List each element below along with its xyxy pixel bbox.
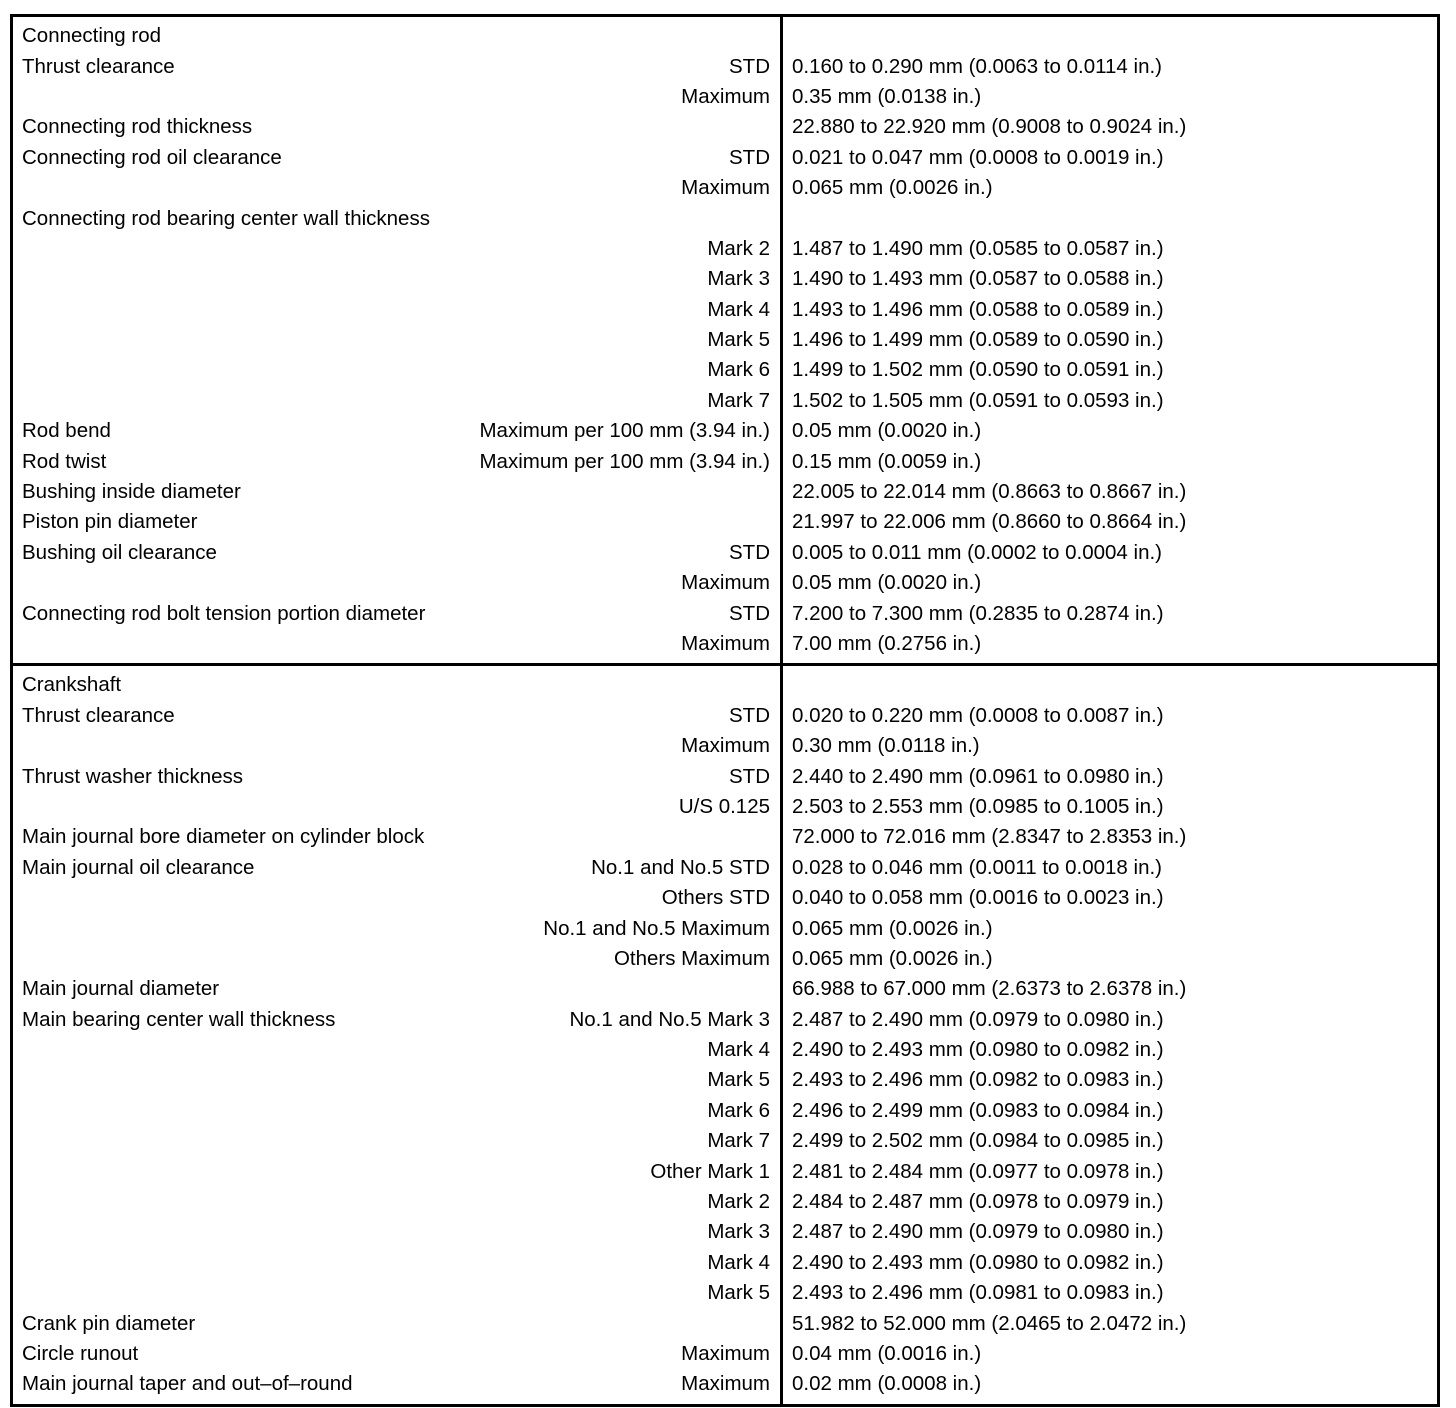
table-row [13, 1156, 1437, 1186]
spec-value: 1.493 to 1.496 mm (0.0588 to 0.0589 in.) [792, 297, 1164, 321]
condition-label: U/S 0.125 [678, 794, 770, 818]
row-label-cell [13, 298, 780, 322]
condition-label: STD [729, 145, 770, 169]
item-label [13, 176, 22, 200]
row-label-cell [13, 673, 780, 697]
item-label [13, 886, 22, 910]
spec-value: 0.065 mm (0.0026 in.) [792, 176, 993, 200]
item-label: Main journal bore diameter on cylinder block [22, 825, 425, 849]
table-row [13, 234, 1437, 264]
row-label-cell [13, 886, 780, 910]
crankshaft-section [13, 663, 1437, 1403]
spec-value: 2.493 to 2.496 mm (0.0982 to 0.0983 in.) [792, 1068, 1164, 1092]
condition-label: Mark 4 [707, 1038, 770, 1062]
item-label [13, 917, 22, 941]
condition-label: Maximum per 100 mm (3.94 in.) [479, 419, 770, 443]
item-label [13, 1190, 22, 1214]
item-label: Bushing inside diameter [22, 480, 241, 504]
condition-label [430, 207, 780, 231]
row-label-cell [13, 85, 780, 109]
row-label-cell [13, 704, 780, 728]
spec-value: 7.00 mm (0.2756 in.) [792, 632, 982, 655]
condition-label: Mark 7 [707, 388, 770, 412]
condition-label: Others Maximum [613, 946, 770, 970]
table-row [13, 21, 1437, 51]
table-row [13, 1248, 1437, 1278]
spec-value: 2.499 to 2.502 mm (0.0984 to 0.0985 in.) [792, 1129, 1164, 1153]
row-label-cell [13, 1342, 780, 1366]
spec-value: 2.496 to 2.499 mm (0.0983 to 0.0984 in.) [792, 1098, 1164, 1122]
table-row [13, 386, 1437, 416]
table-row [13, 173, 1437, 203]
table-row [13, 1217, 1437, 1247]
table-row [13, 416, 1437, 446]
spec-value: 1.496 to 1.499 mm (0.0589 to 0.0590 in.) [792, 328, 1164, 352]
table-row [13, 1096, 1437, 1126]
spec-value: 2.487 to 2.490 mm (0.0979 to 0.0980 in.) [792, 1007, 1164, 1031]
item-label [13, 85, 22, 109]
condition-label: Mark 5 [707, 1068, 770, 1092]
item-label: Circle runout [22, 1341, 139, 1365]
item-label [13, 947, 22, 971]
item-label: Main journal diameter [22, 977, 220, 1001]
table-row [13, 974, 1437, 1004]
connecting-rod-section [13, 17, 1437, 663]
condition-label: No.1 and No.5 STD [591, 855, 770, 879]
row-label-cell [13, 419, 780, 443]
item-label: Rod twist [22, 449, 107, 473]
condition-label: No.1 and No.5 Maximum [543, 916, 770, 940]
condition-label: Maximum [681, 571, 770, 595]
table-row [13, 1065, 1437, 1095]
table-row [13, 1035, 1437, 1065]
condition-label: Maximum per 100 mm (3.94 in.) [479, 449, 770, 473]
condition-label: Mark 3 [707, 267, 770, 291]
table-row [13, 143, 1437, 173]
table-row [13, 913, 1437, 943]
spec-value: 22.005 to 22.014 mm (0.8663 to 0.8667 in.) [792, 480, 1187, 504]
table-row [13, 1339, 1437, 1369]
condition-label: Mark 5 [707, 1281, 770, 1305]
row-label-cell [13, 358, 780, 382]
spec-value: 2.481 to 2.484 mm (0.0977 to 0.0978 in.) [792, 1159, 1164, 1183]
item-label [13, 1129, 22, 1153]
spec-value: 1.490 to 1.493 mm (0.0587 to 0.0588 in.) [792, 267, 1164, 291]
table-row [13, 446, 1437, 476]
table-row [13, 598, 1437, 628]
condition-label: Mark 7 [707, 1129, 770, 1153]
spec-value: 0.160 to 0.290 mm (0.0063 to 0.0114 in.) [792, 54, 1163, 78]
item-label: Connecting rod oil clearance [22, 145, 282, 169]
spec-value: 0.04 mm (0.0016 in.) [792, 1341, 982, 1365]
spec-value: 51.982 to 52.000 mm (2.0465 to 2.0472 in.) [792, 1311, 1187, 1335]
row-label-cell [13, 176, 780, 200]
condition-label [197, 510, 780, 534]
spec-value: 0.020 to 0.220 mm (0.0008 to 0.0087 in.) [792, 703, 1164, 727]
item-label: Rod bend [22, 419, 111, 443]
table-row [13, 264, 1437, 294]
row-label-cell [13, 1251, 780, 1275]
condition-label: STD [729, 54, 770, 78]
row-label-cell [13, 480, 780, 504]
row-label-cell [13, 765, 780, 789]
spec-value: 0.05 mm (0.0020 in.) [792, 419, 982, 443]
table-row [13, 82, 1437, 112]
row-label-cell [13, 389, 780, 413]
condition-label: Maximum [681, 1341, 770, 1365]
spec-value: 72.000 to 72.016 mm (2.8347 to 2.8353 in.) [792, 825, 1187, 849]
row-label-cell [13, 1312, 780, 1336]
table-row [13, 701, 1437, 731]
spec-value: 21.997 to 22.006 mm (0.8660 to 0.8664 in.) [792, 510, 1187, 534]
item-label [13, 1251, 22, 1275]
table-row [13, 761, 1437, 791]
table-row [13, 538, 1437, 568]
table-row [13, 822, 1437, 852]
condition-label [252, 115, 780, 139]
table-row [13, 477, 1437, 507]
item-label [13, 1220, 22, 1244]
row-label-cell [13, 1372, 780, 1396]
item-label: Thrust clearance [22, 54, 175, 78]
spec-value: 2.484 to 2.487 mm (0.0978 to 0.0979 in.) [792, 1190, 1164, 1214]
spec-value: 0.02 mm (0.0008 in.) [792, 1372, 982, 1396]
row-label-cell [13, 632, 780, 656]
table-row [13, 629, 1437, 659]
item-label [13, 795, 22, 819]
condition-label: Mark 5 [707, 328, 770, 352]
condition-label: Others STD [661, 886, 770, 910]
condition-label [424, 825, 780, 849]
item-label [13, 1281, 22, 1305]
item-label: Main journal oil clearance [22, 855, 255, 879]
spec-value: 22.880 to 22.920 mm (0.9008 to 0.9024 in.) [792, 115, 1187, 139]
condition-label: Maximum [681, 1372, 770, 1396]
condition-label: STD [729, 703, 770, 727]
table-row [13, 355, 1437, 385]
item-label: Connecting rod [22, 24, 162, 48]
condition-label [219, 977, 780, 1001]
item-label: Crankshaft [22, 673, 122, 697]
condition-label: Mark 2 [707, 236, 770, 260]
row-label-cell [13, 734, 780, 758]
spec-value: 0.021 to 0.047 mm (0.0008 to 0.0019 in.) [792, 145, 1164, 169]
item-label: Connecting rod bearing center wall thickness [22, 206, 430, 230]
row-label-cell [13, 207, 780, 231]
table-row [13, 112, 1437, 142]
item-label [13, 734, 22, 758]
row-label-cell [13, 977, 780, 1001]
table-row [13, 568, 1437, 598]
spec-value: 2.487 to 2.490 mm (0.0979 to 0.0980 in.) [792, 1220, 1164, 1244]
table-row [13, 670, 1437, 700]
condition-label: Maximum [681, 734, 770, 758]
table-row [13, 731, 1437, 761]
row-label-cell [13, 1008, 780, 1032]
table-row [13, 1308, 1437, 1338]
row-label-cell [13, 267, 780, 291]
spec-value: 0.15 mm (0.0059 in.) [792, 449, 982, 473]
table-row [13, 1187, 1437, 1217]
row-label-cell [13, 146, 780, 170]
item-label: Connecting rod thickness [22, 115, 253, 139]
item-label: Bushing oil clearance [22, 540, 217, 564]
spec-value: 0.35 mm (0.0138 in.) [792, 84, 982, 108]
condition-label: Mark 4 [707, 1250, 770, 1274]
item-label [13, 1160, 22, 1184]
condition-label: Mark 6 [707, 1098, 770, 1122]
condition-label: Maximum [681, 632, 770, 655]
spec-value: 1.499 to 1.502 mm (0.0590 to 0.0591 in.) [792, 358, 1164, 382]
condition-label: STD [729, 601, 770, 625]
condition-label: Maximum [681, 84, 770, 108]
spec-value: 2.440 to 2.490 mm (0.0961 to 0.0980 in.) [792, 764, 1164, 788]
spec-value: 7.200 to 7.300 mm (0.2835 to 0.2874 in.) [792, 601, 1164, 625]
spec-table [10, 14, 1440, 1407]
condition-label: Maximum [681, 176, 770, 200]
table-row [13, 944, 1437, 974]
table-row [13, 1005, 1437, 1035]
item-label: Main bearing center wall thickness [22, 1007, 336, 1031]
spec-value: 2.490 to 2.493 mm (0.0980 to 0.0982 in.) [792, 1250, 1164, 1274]
row-label-cell [13, 24, 780, 48]
row-label-cell [13, 602, 780, 626]
spec-value: 1.487 to 1.490 mm (0.0585 to 0.0587 in.) [792, 236, 1164, 260]
spec-value: 2.490 to 2.493 mm (0.0980 to 0.0982 in.) [792, 1038, 1164, 1062]
spec-value: 2.493 to 2.496 mm (0.0981 to 0.0983 in.) [792, 1281, 1164, 1305]
spec-value: 0.065 mm (0.0026 in.) [792, 916, 993, 940]
condition-label: Mark 2 [707, 1190, 770, 1214]
item-label [13, 267, 22, 291]
row-label-cell [13, 115, 780, 139]
item-label [13, 632, 22, 656]
spec-value: 2.503 to 2.553 mm (0.0985 to 0.1005 in.) [792, 794, 1164, 818]
item-label [13, 328, 22, 352]
item-label [13, 298, 22, 322]
spec-value: 0.065 mm (0.0026 in.) [792, 946, 993, 970]
item-label [13, 1099, 22, 1123]
condition-label: No.1 and No.5 Mark 3 [569, 1007, 770, 1031]
condition-label: STD [729, 764, 770, 788]
condition-label: Other Mark 1 [650, 1159, 770, 1183]
condition-label: STD [729, 540, 770, 564]
row-label-cell [13, 571, 780, 595]
item-label [13, 571, 22, 595]
item-label: Thrust clearance [22, 703, 175, 727]
table-row [13, 325, 1437, 355]
row-label-cell [13, 947, 780, 971]
item-label [13, 358, 22, 382]
row-label-cell [13, 856, 780, 880]
row-label-cell [13, 450, 780, 474]
row-label-cell [13, 917, 780, 941]
condition-label: Mark 4 [707, 297, 770, 321]
row-label-cell [13, 1190, 780, 1214]
table-row [13, 203, 1437, 233]
item-label: Crank pin diameter [22, 1311, 196, 1335]
condition-label [161, 24, 780, 48]
condition-label: Mark 3 [707, 1220, 770, 1244]
row-label-cell [13, 55, 780, 79]
spec-value: 1.502 to 1.505 mm (0.0591 to 0.0593 in.) [792, 388, 1164, 412]
item-label [13, 389, 22, 413]
spec-value: 0.028 to 0.046 mm (0.0011 to 0.0018 in.) [792, 855, 1163, 879]
item-label [13, 1038, 22, 1062]
row-label-cell [13, 541, 780, 565]
row-label-cell [13, 328, 780, 352]
row-label-cell [13, 1281, 780, 1305]
row-label-cell [13, 1099, 780, 1123]
spec-value: 0.005 to 0.011 mm (0.0002 to 0.0004 in.) [792, 540, 1163, 564]
row-label-cell [13, 1220, 780, 1244]
item-label: Connecting rod bolt tension portion diameter [22, 601, 426, 625]
spec-value: 0.040 to 0.058 mm (0.0016 to 0.0023 in.) [792, 886, 1164, 910]
table-row [13, 1126, 1437, 1156]
row-label-cell [13, 1129, 780, 1153]
table-row [13, 51, 1437, 81]
table-row [13, 1278, 1437, 1308]
condition-label: Mark 6 [707, 358, 770, 382]
item-label: Piston pin diameter [22, 510, 198, 534]
item-label [13, 1068, 22, 1092]
item-label: Main journal taper and out–of–round [22, 1372, 353, 1396]
row-label-cell [13, 825, 780, 849]
condition-label [195, 1312, 780, 1336]
row-label-cell [13, 237, 780, 261]
table-row [13, 792, 1437, 822]
row-label-cell [13, 510, 780, 534]
row-label-cell [13, 1068, 780, 1092]
row-label-cell [13, 1038, 780, 1062]
condition-label [121, 673, 780, 697]
spec-value: 0.30 mm (0.0118 in.) [792, 734, 980, 758]
row-label-cell [13, 1160, 780, 1184]
table-row [13, 295, 1437, 325]
spec-value: 66.988 to 67.000 mm (2.6373 to 2.6378 in.) [792, 977, 1187, 1001]
table-row [13, 853, 1437, 883]
table-row [13, 1369, 1437, 1399]
item-label [13, 237, 22, 261]
table-row [13, 883, 1437, 913]
table-row [13, 507, 1437, 537]
row-label-cell [13, 795, 780, 819]
condition-label [241, 480, 780, 504]
spec-value: 0.05 mm (0.0020 in.) [792, 571, 982, 595]
item-label: Thrust washer thickness [22, 764, 244, 788]
